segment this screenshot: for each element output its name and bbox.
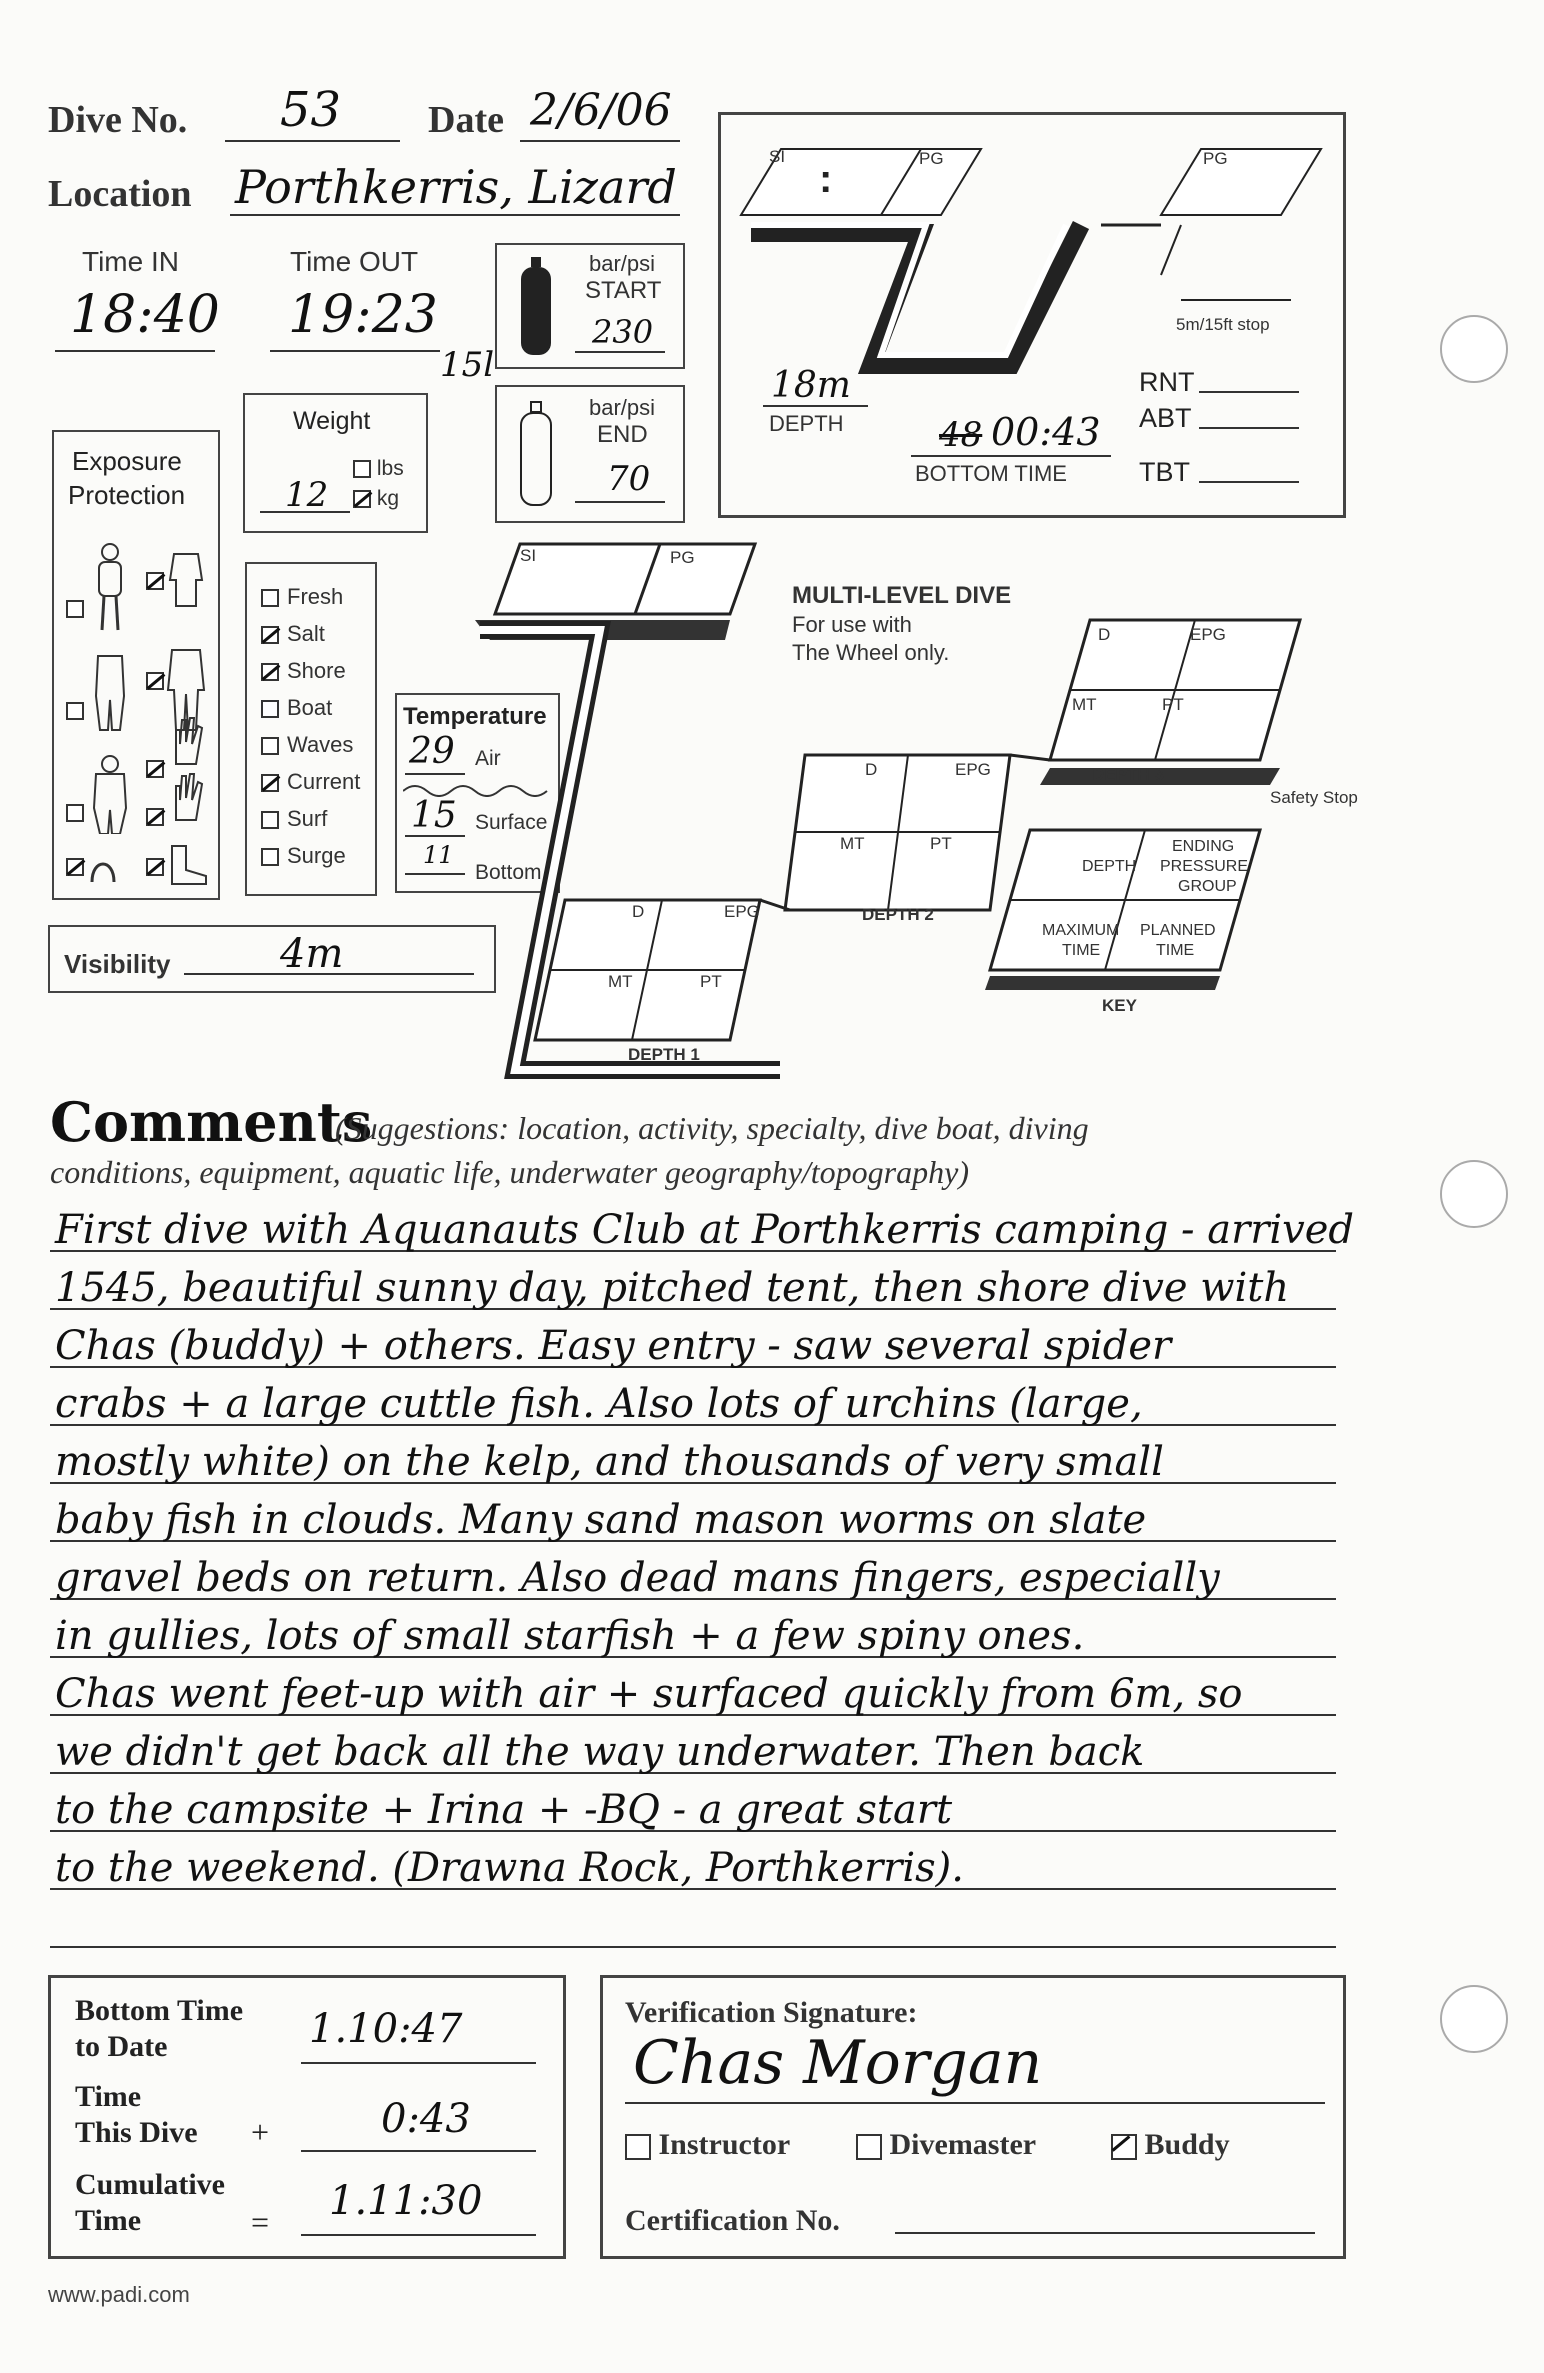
verification-signature[interactable]: Chas Morgan <box>633 2028 1043 2098</box>
this-dive-label-2: This Dive <box>75 2116 198 2149</box>
comment-line-2[interactable]: 1545, beautiful sunny day, pitched tent, then shore dive with <box>55 1265 1290 1311</box>
key-max-1: MAXIMUM <box>1042 922 1120 939</box>
fresh-label: Fresh <box>287 584 344 609</box>
time-out-underline <box>270 350 440 352</box>
lbs-checkbox[interactable] <box>353 460 371 478</box>
profile-bt-value[interactable]: 00:43 <box>991 410 1101 454</box>
end-underline <box>575 501 665 503</box>
boat-label: Boat <box>287 695 333 720</box>
this-dive-value[interactable]: 0:43 <box>381 2096 471 2142</box>
temp-surface-underline <box>405 835 465 837</box>
profile-depth-label: DEPTH <box>769 411 844 436</box>
exposure-shorty-checkbox[interactable] <box>146 572 164 590</box>
temp-surface-value[interactable]: 15 <box>411 795 457 836</box>
start-underline <box>575 351 665 353</box>
salt-checkbox[interactable] <box>261 626 279 644</box>
temp-bottom-underline <box>405 873 465 875</box>
condition-current[interactable] <box>261 769 360 795</box>
exposure-skin-checkbox[interactable] <box>66 600 84 618</box>
condition-shore[interactable] <box>261 658 346 684</box>
key-planned-2: TIME <box>1156 942 1195 959</box>
key-ending-3: GROUP <box>1178 878 1237 895</box>
waves-label: Waves <box>287 732 354 757</box>
exposure-title-1: Exposure <box>72 446 182 476</box>
ml-depth3-label: DEPTH 3 <box>1092 765 1164 784</box>
profile-depth-value[interactable]: 18m <box>771 365 851 406</box>
condition-waves[interactable] <box>261 732 353 758</box>
diver-figure-icon <box>90 542 130 632</box>
boots-icon <box>166 844 210 888</box>
binder-hole-1 <box>1440 315 1508 383</box>
temp-surface-label: Surface <box>475 811 548 834</box>
this-dive-label-1: Time <box>75 2080 142 2113</box>
key-label: KEY <box>1102 996 1137 1015</box>
totals-box <box>48 1975 566 2259</box>
surge-label: Surge <box>287 843 346 868</box>
exposure-vest-checkbox[interactable] <box>66 702 84 720</box>
profile-bt-label: BOTTOM TIME <box>915 461 1067 486</box>
condition-surf[interactable] <box>261 806 327 832</box>
time-in-label: Time IN <box>82 246 179 277</box>
profile-bt-crossed: 48 <box>939 415 983 455</box>
profile-rnt-underline <box>1199 391 1299 393</box>
exposure-title-2: Protection <box>68 480 186 510</box>
divemaster-checkbox[interactable] <box>856 2134 882 2160</box>
location-value[interactable]: Porthkerris, Lizard <box>235 160 677 214</box>
ml-d3-d-label: D <box>1098 625 1111 644</box>
ml-d2-pt-label: PT <box>930 834 952 853</box>
ml-d3-epg-label: EPG <box>1190 625 1226 644</box>
weight-lbs-option[interactable] <box>353 457 404 481</box>
instructor-label: Instructor <box>658 2128 791 2161</box>
exposure-fullsuit-checkbox[interactable] <box>146 672 164 690</box>
end-unit: bar/psi <box>589 395 656 420</box>
time-in-value[interactable]: 18:40 <box>70 285 220 345</box>
lbs-label: lbs <box>376 457 404 480</box>
bt-to-date-label-1: Bottom Time <box>75 1994 244 2027</box>
temp-air-underline <box>405 773 465 775</box>
shorty-suit-icon <box>166 550 206 610</box>
comment-line-10[interactable]: we didn't get back all the way underwater. Then back <box>55 1729 1145 1775</box>
comments-suggestions-2: conditions, equipment, aquatic life, underwater geography/topography) <box>50 1154 969 1190</box>
ml-depth2-label: DEPTH 2 <box>862 905 934 924</box>
boat-checkbox[interactable] <box>261 700 279 718</box>
date-label: Date <box>428 99 504 141</box>
surf-checkbox[interactable] <box>261 811 279 829</box>
exposure-boots-checkbox[interactable] <box>146 858 164 876</box>
location-label: Location <box>48 173 192 215</box>
weight-box <box>243 393 428 533</box>
profile-si-label: SI <box>769 147 786 166</box>
cumulative-equals: = <box>251 2204 270 2240</box>
condition-salt[interactable] <box>261 621 325 647</box>
kg-label: kg <box>376 487 400 510</box>
this-dive-plus: + <box>251 2114 270 2150</box>
comment-line-4[interactable]: crabs + a large cuttle fish. Also lots of urchins (large, <box>55 1381 1143 1427</box>
buddy-option[interactable] <box>1111 2128 1230 2162</box>
signature-underline <box>625 2102 1325 2104</box>
conditions-box <box>245 562 377 896</box>
air-start-box <box>495 243 685 369</box>
current-label: Current <box>287 769 361 794</box>
weight-value[interactable]: 12 <box>285 475 329 515</box>
salt-label: Salt <box>287 621 325 646</box>
key-ending-2: PRESSURE <box>1160 858 1249 875</box>
end-value[interactable]: 70 <box>607 459 651 499</box>
date-value[interactable]: 2/6/06 <box>530 85 672 136</box>
profile-tbt-label: TBT <box>1139 457 1190 487</box>
ml-si-label: SI <box>520 546 537 565</box>
ml-depth1-label: DEPTH 1 <box>628 1045 700 1064</box>
exposure-box <box>52 430 220 900</box>
tank-empty-icon <box>519 401 553 509</box>
ml-d3-mt-label: MT <box>1072 695 1097 714</box>
temp-air-label: Air <box>475 747 501 770</box>
profile-pg-label: PG <box>919 149 944 168</box>
start-label: START <box>585 277 662 304</box>
ml-title: MULTI-LEVEL DIVE <box>792 582 1012 609</box>
comment-line-6[interactable]: baby fish in clouds. Many sand mason worms on slate <box>55 1497 1147 1543</box>
verification-label: Verification Signature: <box>625 1996 918 2029</box>
key-planned-1: PLANNED <box>1140 922 1216 939</box>
dive-no-underline <box>225 140 400 142</box>
gloves-icon <box>170 716 204 766</box>
this-dive-underline <box>301 2150 536 2152</box>
temp-air-value[interactable]: 29 <box>409 731 455 772</box>
shore-label: Shore <box>287 658 346 683</box>
ml-d2-mt-label: MT <box>840 834 865 853</box>
waves-checkbox[interactable] <box>261 737 279 755</box>
exposure-hood2-checkbox[interactable] <box>66 858 84 876</box>
kg-checkbox[interactable] <box>353 490 371 508</box>
shore-checkbox[interactable] <box>261 663 279 681</box>
profile-bt-underline <box>911 455 1111 457</box>
profile-rnt-label: RNT <box>1139 367 1195 397</box>
comment-line-12[interactable]: to the weekend. (Drawna Rock, Porthkerris). <box>55 1845 964 1891</box>
condition-boat[interactable] <box>261 695 332 721</box>
vest-suit-icon <box>90 652 130 732</box>
profile-abt-label: ABT <box>1139 403 1192 433</box>
location-underline <box>230 214 680 216</box>
cumulative-label-1: Cumulative <box>75 2168 225 2201</box>
footer-url: www.padi.com <box>48 2282 190 2307</box>
hood-icon <box>88 852 118 886</box>
surf-label: Surf <box>287 806 328 831</box>
time-out-label: Time OUT <box>290 246 419 277</box>
buddy-checkbox[interactable] <box>1111 2134 1137 2160</box>
ml-d1-d-label: D <box>632 902 645 921</box>
tank-size-note: 15l <box>440 345 495 385</box>
time-in-underline <box>55 350 215 352</box>
air-end-box <box>495 385 685 523</box>
surge-checkbox[interactable] <box>261 848 279 866</box>
visibility-label: Visibility <box>64 949 171 979</box>
cert-label: Certification No. <box>625 2204 840 2237</box>
comments-heading: Comments <box>50 1090 373 1154</box>
weight-label: Weight <box>293 407 371 435</box>
verification-box <box>600 1975 1346 2259</box>
ml-d1-epg-label: EPG <box>724 902 760 921</box>
ml-pg-label: PG <box>670 548 695 567</box>
current-checkbox[interactable] <box>261 774 279 792</box>
ml-d2-d-label: D <box>865 760 878 779</box>
profile-tbt-underline <box>1199 481 1299 483</box>
exposure-hood-checkbox[interactable] <box>146 760 164 778</box>
key-max-2: TIME <box>1062 942 1101 959</box>
ml-d1-mt-label: MT <box>608 972 633 991</box>
cumulative-label-2: Time <box>75 2204 142 2237</box>
ml-safety-stop-label: Safety Stop <box>1270 788 1358 807</box>
dive-no-label: Dive No. <box>48 99 188 141</box>
weight-kg-option[interactable] <box>353 487 399 511</box>
comment-line-7[interactable]: gravel beds on return. Also dead mans fingers, especially <box>55 1555 1220 1601</box>
divemaster-label: Divemaster <box>889 2128 1037 2161</box>
comment-line-1[interactable]: First dive with Aquanauts Club at Porthkerris camping - arrived <box>55 1207 1355 1253</box>
buddy-label: Buddy <box>1144 2128 1230 2161</box>
profile-pg-right-label: PG <box>1203 149 1228 168</box>
drysuit-icon <box>90 754 130 834</box>
ml-line2: For use with <box>792 612 912 637</box>
profile-stop-label: 5m/15ft stop <box>1176 315 1270 334</box>
profile-abt-underline <box>1199 427 1299 429</box>
bt-to-date-label-2: to Date <box>75 2030 168 2063</box>
bt-to-date-value[interactable]: 1.10:47 <box>309 2006 463 2052</box>
end-label: END <box>597 421 648 448</box>
key-ending-1: ENDING <box>1172 838 1235 855</box>
gloves-2-icon <box>170 772 204 822</box>
temp-bottom-value[interactable]: 11 <box>423 841 454 869</box>
dive-no-value[interactable]: 53 <box>280 82 342 138</box>
binder-hole-2 <box>1440 1160 1508 1228</box>
ml-d2-epg-label: EPG <box>955 760 991 779</box>
start-value[interactable]: 230 <box>592 313 654 351</box>
weight-underline <box>260 511 350 513</box>
bt-to-date-underline <box>301 2062 536 2064</box>
exposure-drysuit-checkbox[interactable] <box>66 804 84 822</box>
comment-rule-13 <box>50 1946 1336 1948</box>
comment-line-8[interactable]: in gullies, lots of small starfish + a few spiny ones. <box>55 1613 1085 1659</box>
binder-hole-3 <box>1440 1985 1508 2053</box>
comment-line-11[interactable]: to the campsite + Irina + -BQ - a great start <box>55 1787 953 1833</box>
profile-depth-underline <box>763 405 868 407</box>
ml-d3-pt-label: PT <box>1162 695 1184 714</box>
tank-full-icon <box>519 257 553 357</box>
cert-underline <box>895 2232 1315 2234</box>
condition-surge[interactable] <box>261 843 346 869</box>
fresh-checkbox[interactable] <box>261 589 279 607</box>
temp-bottom-label: Bottom <box>475 861 542 884</box>
ml-line3: The Wheel only. <box>792 640 950 665</box>
comment-line-3[interactable]: Chas (buddy) + others. Easy entry - saw several spider <box>55 1323 1172 1369</box>
visibility-box <box>48 925 496 993</box>
time-out-value[interactable]: 19:23 <box>288 285 438 345</box>
profile-si-colon: : <box>819 157 833 201</box>
comment-line-9[interactable]: Chas went feet-up with air + surfaced quickly from 6m, so <box>55 1671 1243 1717</box>
dive-profile-box <box>718 112 1346 518</box>
cumulative-underline <box>301 2234 536 2236</box>
divemaster-option[interactable] <box>856 2128 1036 2162</box>
ml-d1-pt-label: PT <box>700 972 722 991</box>
cumulative-value[interactable]: 1.11:30 <box>329 2178 483 2224</box>
visibility-value[interactable]: 4m <box>280 931 344 977</box>
temperature-title: Temperature <box>403 703 547 730</box>
condition-fresh[interactable] <box>261 584 343 610</box>
instructor-checkbox[interactable] <box>625 2134 651 2160</box>
comment-line-5[interactable]: mostly white) on the kelp, and thousands of very small <box>55 1439 1164 1485</box>
date-underline <box>520 140 680 142</box>
exposure-gloves-checkbox[interactable] <box>146 808 164 826</box>
instructor-option[interactable] <box>625 2128 790 2162</box>
start-unit: bar/psi <box>589 251 656 276</box>
comments-suggestions-1: (Suggestions: location, activity, specialty, dive boat, diving <box>335 1110 1089 1146</box>
key-depth-label: DEPTH <box>1082 858 1137 875</box>
